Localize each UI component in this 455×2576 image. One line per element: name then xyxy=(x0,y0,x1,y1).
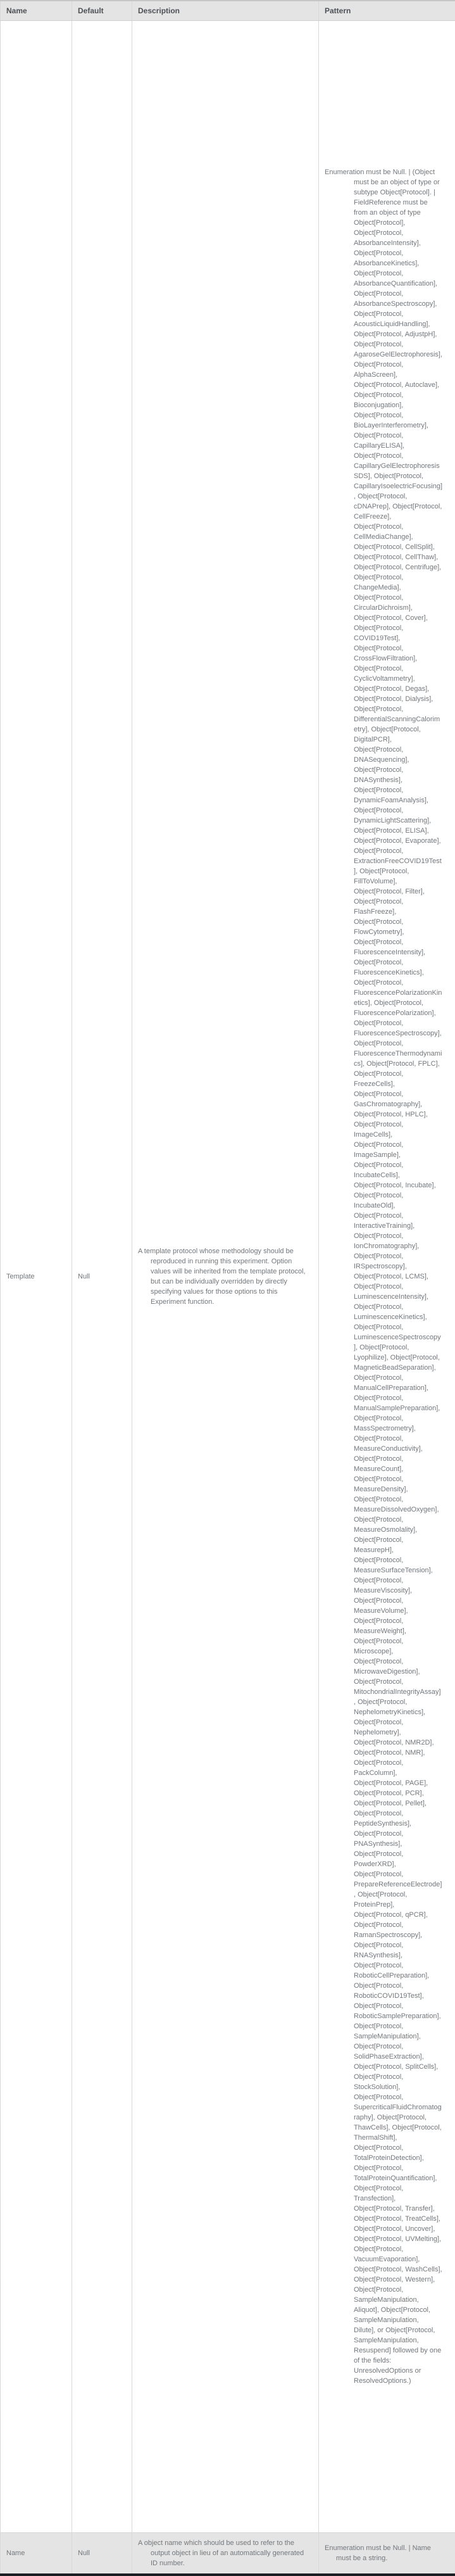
cell-name-name xyxy=(1,2533,72,2575)
option-pattern: Enumeration must be Null. | (Object must be an object of type or subtype Object[Protocol]. | FieldReference must be from an object of type Object[Protocol], Object[Protocol, AbsorbanceIntensity], Object[Protocol, AbsorbanceKinetics], Object[Protocol, AbsorbanceQuantification], Object[Protocol, AbsorbanceSpectroscopy], Object[Protocol, AcousticLiquidHandling], Object[Protocol, AdjustpH], Object[Protocol, AgaroseGelElectrophoresis], Object[Protocol, AlphaScreen], Object[Protocol, Autoclave], Object[Protocol, Bioconjugation], Object[Protocol, BioLayerInterferometry], Object[Protocol, CapillaryELISA], Object[Protocol, CapillaryGelElectrophoresisSDS], Object[Protocol, CapillaryIsoelectricFocusing], Object[Protocol, cDNAPrep], Object[Protocol, CellFreeze], Object[Protocol, CellMediaChange], Object[Protocol, CellSplit], Object[Protocol, CellThaw], Object[Protocol, Centrifuge], Object[Protocol, ChangeMedia], Object[Protocol, CircularDichroism], Object[Protocol, Cover], Object[Protocol, COVID19Test], Object[Protocol, CrossFlowFiltration], Object[Protocol, CyclicVoltammetry], Object[Protocol, Degas], Object[Protocol, Dialysis], Object[Protocol, DifferentialScanningCalorimetry], Object[Protocol, DigitalPCR], Object[Protocol, DNASequencing], Object[Protocol, DNASynthesis], Object[Protocol, DynamicFoamAnalysis], Object[Protocol, DynamicLightScattering], Object[Protocol, ELISA], Object[Protocol, Evaporate], Object[Protocol, ExtractionFreeCOVID19Test], Object[Protocol, FillToVolume], Object[Protocol, Filter], Object[Protocol, FlashFreeze], Object[Protocol, FlowCytometry], Object[Protocol, FluorescenceIntensity], Object[Protocol, FluorescenceKinetics], Object[Protocol, FluorescencePolarizationKinetics], Object[Protocol, FluorescencePolarization], Object[Protocol, FluorescenceSpectroscopy], Object[Protocol, FluorescenceThermodynamics], Object[Protocol, FPLC], Object[Protocol, FreezeCells], Object[Protocol, GasChromatography], Object[Protocol, HPLC], Object[Protocol, ImageCells], Object[Protocol, ImageSample], Object[Protocol, IncubateCells], Object[Protocol, Incubate], Object[Protocol, IncubateOld], Object[Protocol, InteractiveTraining], Object[Protocol, IonChromatography], Object[Protocol, IRSpectroscopy], Object[Protocol, LCMS], Object[Protocol, LuminescenceIntensity], Object[Protocol, LuminescenceKinetics], Object[Protocol, LuminescenceSpectroscopy], Object[Protocol, Lyophilize], Object[Protocol, MagneticBeadSeparation], Object[Protocol, ManualCellPreparation], Object[Protocol, ManualSamplePreparation], Object[Protocol, MassSpectrometry], Object[Protocol, MeasureConductivity], Object[Protocol, MeasureCount], Object[Protocol, MeasureDensity], Object[Protocol, MeasureDissolvedOxygen], Object[Protocol, MeasureOsmolality], Object[Protocol, MeasurepH], Object[Protocol, MeasureSurfaceTension], Object[Protocol, MeasureViscosity], Object[Protocol, MeasureVolume], Object[Protocol, MeasureWeight], Object[Protocol, Microscope], Object[Protocol, MicrowaveDigestion], Object[Protocol, MitochondrialIntegrityAssay], Object[Protocol, NephelometryKinetics], Object[Protocol, Nephelometry], Object[Protocol, NMR2D], Object[Protocol, NMR], Object[Protocol, PackColumn], Object[Protocol, PAGE], Object[Protocol, PCR], Object[Protocol, Pellet], Object[Protocol, PeptideSynthesis], Object[Protocol, PNASynthesis], Object[Protocol, PowderXRD], Object[Protocol, PrepareReferenceElectrode], Object[Protocol, ProteinPrep], Object[Protocol, qPCR], Object[Protocol, RamanSpectroscopy], Object[Protocol, RNASynthesis], Object[Protocol, RoboticCellPreparation], Object[Protocol, RoboticCOVID19Test], Object[Protocol, RoboticSamplePreparation], Object[Protocol, SampleManipulation], Object[Protocol, SolidPhaseExtraction], Object[Protocol, SplitCells], Object[Protocol, StockSolution], Object[Protocol, SupercriticalFluidChromatography], Object[Protocol, ThawCells], Object[Protocol, ThermalShift], Object[Protocol, TotalProteinDetection], Object[Protocol, TotalProteinQuantification], Object[Protocol, Transfection], Object[Protocol, Transfer], Object[Protocol, TreatCells], Object[Protocol, Uncover], Object[Protocol, UVMelting], Object[Protocol, VacuumEvaporation], Object[Protocol, WashCells], Object[Protocol, Western], Object[Protocol, SampleManipulation, Aliquot], Object[Protocol, SampleManipulation, Dilute], or Object[Protocol, SampleManipulation, Resuspend] followed by one of the fields: UnresolvedOptions or ResolvedOptions.) xyxy=(354,167,442,2386)
option-name: Template xyxy=(6,1272,66,1282)
header-row xyxy=(1,1,455,21)
cell-template-default xyxy=(72,21,132,2533)
column-header-description: Description xyxy=(132,1,319,21)
option-pattern: Enumeration must be Null. | Name must be a string. xyxy=(325,2543,437,2563)
cell-name-pattern xyxy=(319,2533,455,2575)
column-header-default: Default xyxy=(72,1,132,21)
table-header xyxy=(1,1,455,21)
cell-name-description xyxy=(132,2533,319,2575)
cell-template-pattern xyxy=(319,21,455,2533)
table-body xyxy=(1,21,455,2575)
table-row-template xyxy=(1,21,455,2533)
column-header-pattern: Pattern xyxy=(319,1,455,21)
option-default-value: Null xyxy=(78,2548,126,2558)
cell-name-default xyxy=(72,2533,132,2575)
table-row-name xyxy=(1,2533,455,2575)
option-description: A template protocol whose methodology should be reproduced in running this experiment. Option values will be inherited from the template protocol, but can be individually overridden by directly specifying values for those options to this Experiment function. xyxy=(138,1246,313,1307)
cell-template-name xyxy=(1,21,72,2533)
option-description: A object name which should be used to refer to the output object in lieu of an automatically generated ID number. xyxy=(138,2538,313,2568)
column-header-name: Name xyxy=(1,1,72,21)
option-name: Name xyxy=(6,2548,66,2558)
option-default-value: Null xyxy=(78,1272,126,1282)
cell-template-description xyxy=(132,21,319,2533)
